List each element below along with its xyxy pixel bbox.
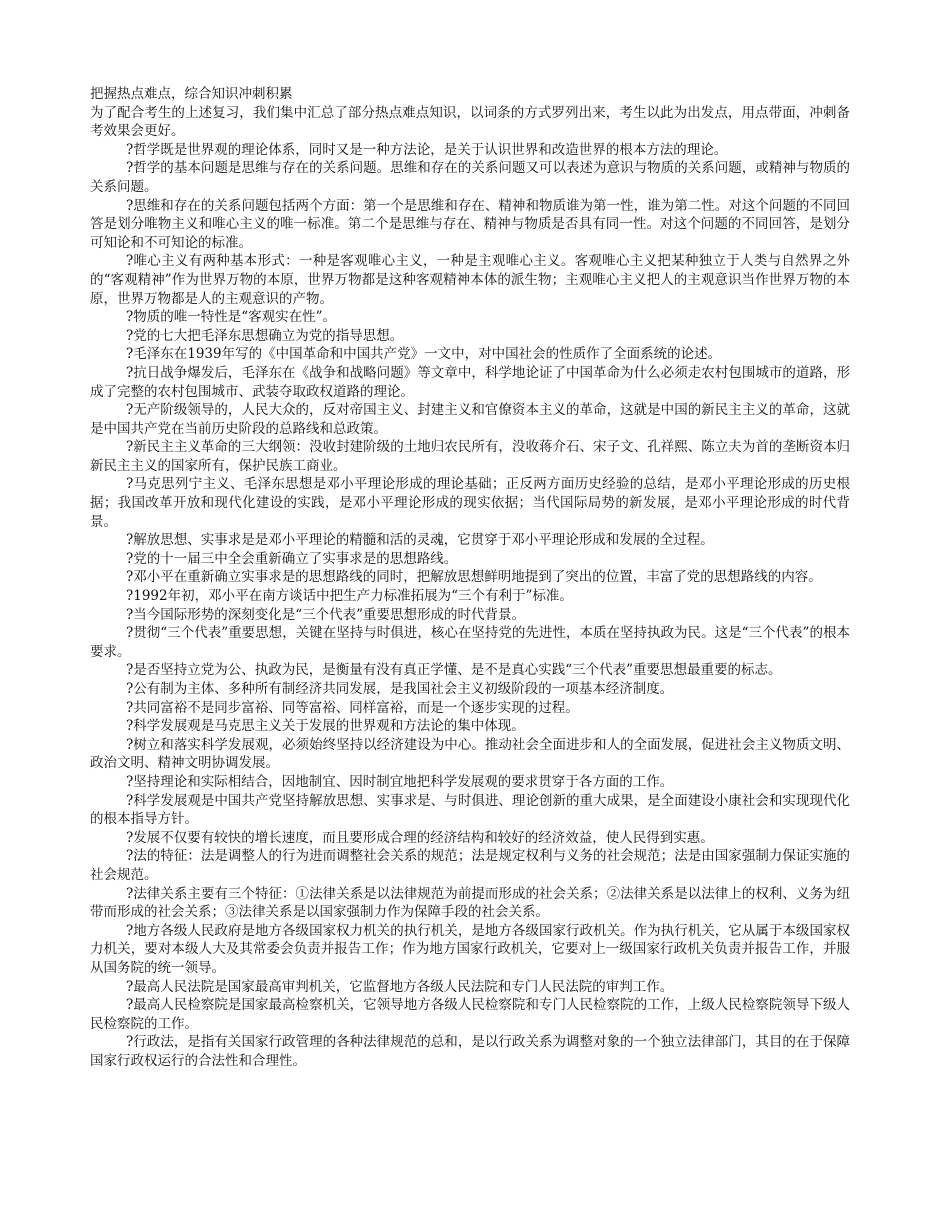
entry-paragraph: ?公有制为主体、多种所有制经济共同发展，是我国社会主义初级阶段的一项基本经济制度。 xyxy=(126,681,674,697)
entry-paragraph: ?唯心主义有两种基本形式：一种是客观唯心主义，一种是主观唯心主义。客观唯心主义把某种独立于人类与自然界之外的“客观精神”作为世界万物的本原，世界万物都是这种客观精神本体的派生物；主观唯心主义把人的主观意识当作世界万物的本原，世界万物都是人的主观意识的产物。 xyxy=(90,253,850,307)
entry-paragraph: ?思维和存在的关系问题包括两个方面：第一个是思维和存在、精神和物质谁为第一性，谁为第二性。对这个问题的不同回答是划分唯物主义和唯心主义的唯一标准。第二个是思维与存在、精神与物质是否具有同一性。对这个问题的不同回答，是划分可知论和不可知论的标准。 xyxy=(90,197,850,251)
document-title: 把握热点难点，综合知识冲刺积累 xyxy=(90,86,293,102)
entry-paragraph: ?党的七大把毛泽东思想确立为党的指导思想。 xyxy=(126,327,404,344)
entry-paragraph: ?马克思列宁主义、毛泽东思想是邓小平理论形成的理论基础；正反两方面历史经验的总结，是邓小平理论形成的历史根据；我国改革开放和现代化建设的实践，是邓小平理论形成的现实依据；当代国际局势的新发展，是邓小平理论形成的时代背景。 xyxy=(90,476,850,530)
entry-paragraph: ?法的特征：法是调整人的行为进而调整社会关系的规范；法是规定权利与义务的社会规范；法是由国家强制力保证实施的社会规范。 xyxy=(90,848,850,883)
entry-paragraph: ?科学发展观是马克思主义关于发展的世界观和方法论的集中体现。 xyxy=(126,718,525,735)
entry-paragraph: ?最高人民法院是国家最高审判机关，它监督地方各级人民法院和专门人民法院的审判工作。 xyxy=(126,978,674,995)
entry-paragraph: ?1992年初，邓小平在南方谈话中把生产力标准拓展为“三个有利于”标准。 xyxy=(126,588,573,605)
entry-paragraph: ?邓小平在重新确立实事求是的思想路线的同时，把解放思想鲜明地提到了突出的位置，丰富了党的思想路线的内容。 xyxy=(126,569,822,586)
entry-paragraph: ?是否坚持立党为公、执政为民，是衡量有没有真正学懂、是不是真心实践“三个代表”重要思想最重要的标志。 xyxy=(126,662,782,679)
entry-paragraph: ?抗日战争爆发后，毛泽东在《战争和战略问题》等文章中，科学地论证了中国革命为什么必须走农村包围城市的道路，形成了完整的农村包围城市、武装夺取政权道路的理论。 xyxy=(90,364,850,400)
entry-paragraph: ?贯彻“三个代表”重要思想，关键在坚持与时俱进，核心在坚持党的先进性，本质在坚持执政为民。这是“三个代表”的根本要求。 xyxy=(90,625,850,660)
entry-paragraph: ?物质的唯一特性是“客观实在性”。 xyxy=(126,309,337,326)
entry-paragraph: ?地方各级人民政府是地方各级国家权力机关的执行机关，是地方各级国家行政机关。作为执行机关，它从属于本级国家权力机关，要对本级人大及其常委会负责并报告工作；作为地方国家行政机关，它要对上一级国家行政机关负责并报告工作，并服从国务院的统一领导。 xyxy=(90,922,850,976)
entry-paragraph: ?最高人民检察院是国家最高检察机关，它领导地方各级人民检察院和专门人民检察院的工作，上级人民检察院领导下级人民检察院的工作。 xyxy=(90,997,850,1032)
entry-paragraph: ?树立和落实科学发展观，必须始终坚持以经济建设为中心。推动社会全面进步和人的全面发展，促进社会主义物质文明、政治文明、精神文明协调发展。 xyxy=(90,736,850,772)
entry-paragraph: ?无产阶级领导的，人民大众的，反对帝国主义、封建主义和官僚资本主义的革命，这就是中国的新民主主义的革命，这就是中国共产党在当前历史阶段的总路线和总政策。 xyxy=(90,402,850,437)
entry-paragraph: ?新民主主义革命的三大纲领：没收封建阶级的土地归农民所有，没收蒋介石、宋子文、孔祥熙、陈立夫为首的垄断资本归新民主主义的国家所有，保护民族工商业。 xyxy=(90,439,850,474)
entry-paragraph: ?科学发展观是中国共产党坚持解放思想、实事求是、与时俱进、理论创新的重大成果，是全面建设小康社会和实现现代化的根本指导方针。 xyxy=(90,792,850,828)
entry-paragraph: ?发展不仅要有较快的增长速度，而且要形成合理的经济结构和较好的经济效益，使人民得到实惠。 xyxy=(126,829,714,846)
entry-paragraph: ?党的十一届三中全会重新确立了实事求是的思想路线。 xyxy=(126,550,458,567)
entry-paragraph: ?哲学既是世界观的理论体系，同时又是一种方法论，是关于认识世界和改造世界的根本方法的理论。 xyxy=(126,141,728,158)
entry-paragraph: ?行政法，是指有关国家行政管理的各种法律规范的总和，是以行政关系为调整对象的一个独立法律部门，其目的在于保障国家行政权运行的合法性和合理性。 xyxy=(90,1034,850,1069)
entry-paragraph: ?当今国际形势的深刻变化是“三个代表”重要思想形成的时代背景。 xyxy=(126,606,526,623)
entry-paragraph: ?毛泽东在1939年写的《中国革命和中国共产党》一文中，对中国社会的性质作了全面系统的论述。 xyxy=(126,346,722,363)
intro-paragraph: 为了配合考生的上述复习，我们集中汇总了部分热点难点知识，以词条的方式罗列出来，考生以此为出发点，用点带面，冲刺备考效果会更好。 xyxy=(90,104,850,140)
entry-paragraph: ?共同富裕不是同步富裕、同等富裕、同样富裕，而是一个逐步实现的过程。 xyxy=(126,699,579,716)
document-body xyxy=(90,104,850,1071)
entry-paragraph: ?坚持理论和实际相结合，因地制宜、因时制宜地把科学发展观的要求贯穿于各方面的工作。 xyxy=(126,773,674,790)
entry-paragraph: ?哲学的基本问题是思维与存在的关系问题。思维和存在的关系问题又可以表述为意识与物质的关系问题，或精神与物质的关系问题。 xyxy=(90,160,850,195)
entry-paragraph: ?解放思想、实事求是是邓小平理论的精髓和活的灵魂，它贯穿于邓小平理论形成和发展的全过程。 xyxy=(126,532,714,549)
entry-paragraph: ?法律关系主要有三个特征：①法律关系是以法律规范为前提而形成的社会关系；②法律关系是以法律上的权利、义务为纽带而形成的社会关系；③法律关系是以国家强制力作为保障手段的社会关系。 xyxy=(90,885,850,921)
